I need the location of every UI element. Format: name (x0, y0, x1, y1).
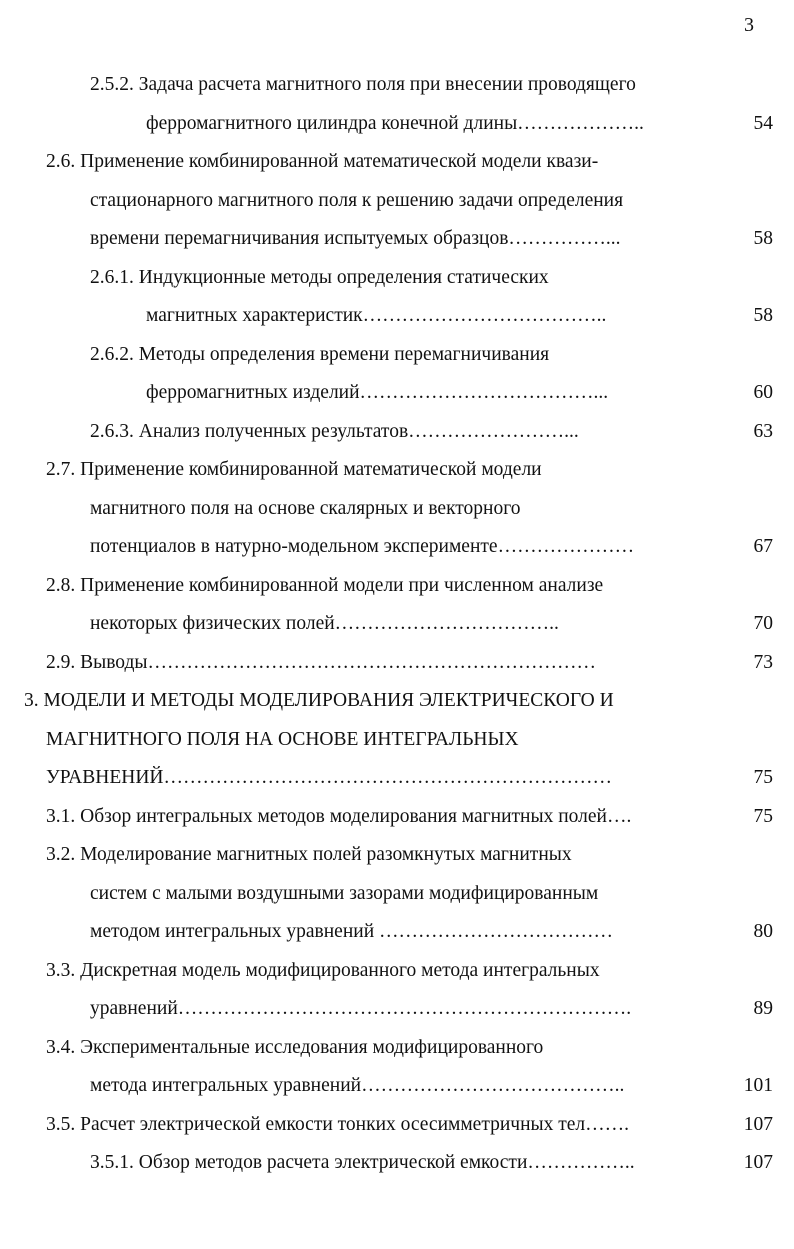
toc-entry-text: 2.6.1. Индукционные методы определения статических (90, 266, 549, 288)
toc-entry-text: ферромагнитных изделий………………………………... (146, 382, 609, 403)
toc-entry-text: УРАВНЕНИЙ…………………………………………………………… (46, 767, 612, 788)
toc-entry-text: 2.5.2. Задача расчета магнитного поля при внесении проводящего (90, 74, 636, 95)
toc-entry-text: 2.6. Применение комбинированной математической модели квази- (46, 151, 599, 172)
toc-page-number: 73 (753, 651, 773, 673)
toc-page-number: 80 (753, 921, 773, 942)
toc-entry-text: методом интегральных уравнений ……………………………… (90, 921, 614, 942)
toc-line (0, 644, 794, 683)
toc-line (0, 528, 794, 567)
toc-line (0, 836, 794, 875)
toc-line (0, 875, 794, 914)
toc-line (0, 605, 794, 644)
toc-line (0, 798, 794, 837)
toc-line (0, 567, 794, 606)
toc-entry-text: магнитных характеристик……………………………….. (146, 305, 607, 326)
toc-page-number: 70 (753, 613, 773, 634)
toc-page-number: 58 (753, 305, 773, 326)
toc-line (0, 990, 794, 1029)
toc-page-number: 60 (753, 382, 773, 403)
toc-entry-text: 2.9. Выводы…………………………………………………………… (46, 651, 597, 673)
toc-line (0, 451, 794, 490)
toc-line (0, 297, 794, 336)
toc-entry-text: ферромагнитного цилиндра конечной длины……………….. (146, 112, 644, 134)
toc-line (0, 143, 794, 182)
toc-line (0, 182, 794, 221)
toc-line (0, 682, 794, 721)
toc-line (0, 1067, 794, 1106)
toc-entry-text: метода интегральных уравнений………………………………….. (90, 1075, 625, 1096)
toc-entry-text: магнитного поля на основе скалярных и векторного (90, 497, 521, 519)
toc-entry-text: стационарного магнитного поля к решению задачи определения (90, 189, 624, 211)
toc-entry-text: 2.6.2. Методы определения времени перемагничивания (90, 343, 550, 365)
toc-line (0, 1144, 794, 1183)
toc-entry-text: 3. МОДЕЛИ И МЕТОДЫ МОДЕЛИРОВАНИЯ ЭЛЕКТРИЧЕСКОГО И (24, 690, 614, 711)
toc-page-number: 75 (753, 767, 773, 788)
toc-line (0, 1029, 794, 1068)
toc-entry-text: МАГНИТНОГО ПОЛЯ НА ОСНОВЕ ИНТЕГРАЛЬНЫХ (46, 728, 519, 750)
toc-page-number: 107 (743, 1113, 773, 1135)
toc-page-number: 101 (743, 1075, 773, 1096)
toc-entry-text: 3.3. Дискретная модель модифицированного метода интегральных (46, 959, 600, 981)
toc-line (0, 721, 794, 760)
toc-entry-text: потенциалов в натурно-модельном эксперименте………………… (90, 536, 635, 557)
toc-entry-text: 3.5.1. Обзор методов расчета электрической емкости…………….. (90, 1152, 635, 1173)
toc-entry-text: 2.8. Применение комбинированной модели при численном анализе (46, 574, 604, 596)
toc-line (0, 220, 794, 259)
toc-line (0, 759, 794, 798)
toc-entry-text: некоторых физических полей…………………………….. (90, 613, 559, 634)
table-of-contents (0, 66, 794, 1183)
toc-line (0, 374, 794, 413)
toc-line (0, 413, 794, 452)
toc-line (0, 913, 794, 952)
toc-line (0, 1106, 794, 1145)
toc-page-number: 75 (753, 805, 773, 827)
toc-page-number: 63 (753, 420, 773, 442)
toc-line (0, 952, 794, 991)
toc-page-number: 58 (753, 228, 773, 249)
toc-entry-text: времени перемагничивания испытуемых образцов……………... (90, 228, 621, 249)
toc-entry-text: систем с малыми воздушными зазорами модифицированным (90, 882, 599, 904)
toc-entry-text: 3.2. Моделирование магнитных полей разомкнутых магнитных (46, 844, 572, 865)
toc-entry-text: 3.5. Расчет электрической емкости тонких осесимметричных тел……. (46, 1113, 630, 1135)
toc-page-number: 89 (753, 998, 773, 1019)
toc-entry-text: 3.1. Обзор интегральных методов моделирования магнитных полей…. (46, 805, 632, 827)
page-number: 3 (744, 14, 754, 36)
toc-page-number: 67 (753, 536, 773, 557)
toc-line (0, 490, 794, 529)
toc-page-number: 54 (753, 112, 773, 134)
toc-line (0, 66, 794, 105)
toc-line (0, 336, 794, 375)
toc-entry-text: 3.4. Экспериментальные исследования модифицированного (46, 1036, 544, 1058)
toc-page-number: 107 (743, 1152, 773, 1173)
toc-entry-text: 2.6.3. Анализ полученных результатов……………………... (90, 420, 579, 442)
toc-line (0, 105, 794, 144)
toc-entry-text: 2.7. Применение комбинированной математической модели (46, 459, 542, 480)
toc-line (0, 259, 794, 298)
toc-entry-text: уравнений……………………………………………………………. (90, 998, 632, 1019)
